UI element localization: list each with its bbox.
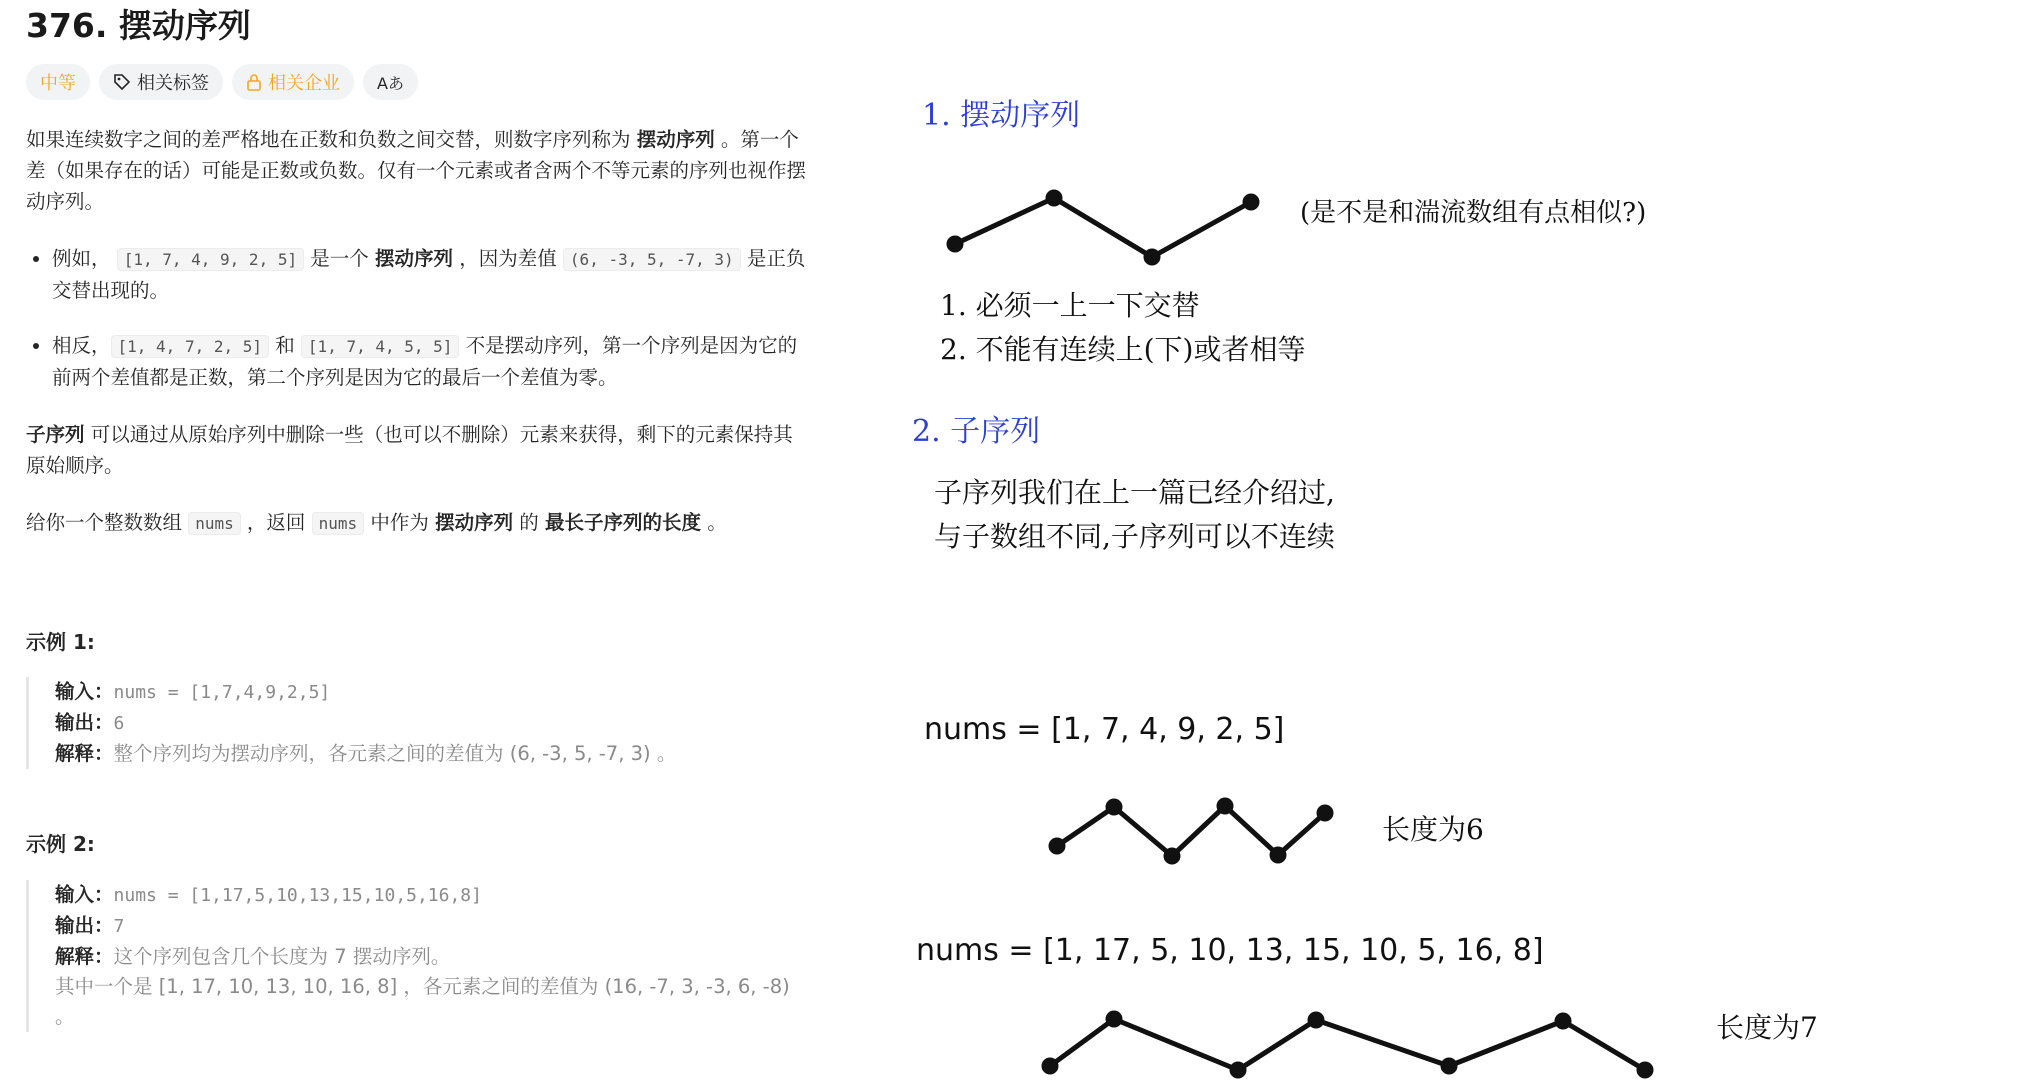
notes-subseq-1: 子序列我们在上一篇已经介绍过, — [934, 476, 1335, 509]
zigzag-point — [949, 238, 961, 250]
zigzag-line-example — [955, 198, 1251, 257]
zigzag-point — [1272, 849, 1284, 861]
zigzag-point — [1557, 1015, 1569, 1027]
notes-nums-2: nums = [1, 17, 5, 10, 13, 15, 10, 5, 16, 8] — [916, 933, 1544, 968]
zigzag-point — [1108, 801, 1120, 813]
notes-heading-2: 2. 子序列 — [912, 414, 1041, 449]
notes-length-6: 长度为6 — [1382, 813, 1484, 846]
zigzag-point — [1146, 251, 1158, 263]
zigzag-point — [1219, 800, 1231, 812]
problem-title: 376. 摆动序列 — [26, 6, 251, 45]
difficulty-label: 中等 — [40, 73, 76, 94]
zigzag-point — [1166, 850, 1178, 862]
related-companies-label: 相关企业 — [268, 73, 340, 94]
desc-paragraph-1: 如果连续数字之间的差严格地在正数和负数之间交替，则数字序列称为 摆动序列 。第一个差（如果存在的话）可能是正数或负数。仅有一个元素或者含两个不等元素的序列也视作摆动序列。 — [26, 128, 807, 213]
zigzag-line-length-6 — [1057, 806, 1325, 856]
zigzag-point — [1310, 1014, 1322, 1026]
zigzag-point — [1245, 196, 1257, 208]
desc-paragraph-3: 给你一个整数数组 nums ，返回 nums 中作为 摆动序列 的 最长子序列的长度 。 — [26, 511, 727, 534]
translate-icon: Aあ — [377, 73, 404, 93]
notes-subseq-2: 与子数组不同,子序列可以不连续 — [934, 520, 1335, 553]
notes-nums-1: nums = [1, 7, 4, 9, 2, 5] — [924, 712, 1285, 747]
desc-paragraph-2: 子序列 可以通过从原始序列中删除一些（也可以不删除）元素来获得，剩下的元素保持其原始顺序。 — [26, 423, 793, 477]
zigzag-point — [1232, 1064, 1244, 1076]
notes-rule-2: 2. 不能有连续上(下)或者相等 — [940, 333, 1306, 366]
zigzag-point — [1108, 1013, 1120, 1025]
notes-length-7: 长度为7 — [1716, 1011, 1818, 1044]
zigzag-point — [1319, 807, 1331, 819]
zigzag-point — [1051, 840, 1063, 852]
related-tags-label: 相关标签 — [137, 73, 209, 94]
example-1-title: 示例 1: — [26, 630, 95, 654]
notes-rule-1: 1. 必须一上一下交替 — [940, 289, 1200, 322]
example-2-title: 示例 2: — [26, 832, 95, 856]
example-1-block: 输入：nums = [1,7,4,9,2,5] 输出：6 解释：整个序列均为摆动序列，各元素之间的差值为 (6, -3, 5, -7, 3) 。 — [26, 677, 815, 769]
zigzag-point — [1048, 192, 1060, 204]
zigzag-point — [1443, 1060, 1455, 1072]
notes-aside: (是不是和湍流数组有点相似?) — [1300, 198, 1647, 228]
zigzag-point — [1639, 1064, 1651, 1076]
zigzag-point — [1044, 1060, 1056, 1072]
zigzag-line-length-7 — [1050, 1019, 1645, 1070]
list-item: • 例如， [1, 7, 4, 9, 2, 5] 是一个 摆动序列 ，因为差值 (6, -3, 5, -7, 3) 是正负交替出现的。 — [52, 243, 806, 306]
list-item: • 相反， [1, 4, 7, 2, 5] 和 [1, 7, 4, 5, 5] 不是摆动序列，第一个序列是因为它的前两个差值都是正数，第二个序列是因为它的最后一个差值为零。 — [52, 330, 806, 393]
notes-heading-1: 1. 摆动序列 — [922, 98, 1081, 133]
example-2-block: 输入：nums = [1,17,5,10,13,15,10,5,16,8] 输出：7 解释：这个序列包含几个长度为 7 摆动序列。 其中一个是 [1, 17, 10, 13, 10, 16, 8] ，各元素之间的差值为 (16, -7, 3, -3, 6, -8) 。 — [26, 880, 815, 1032]
